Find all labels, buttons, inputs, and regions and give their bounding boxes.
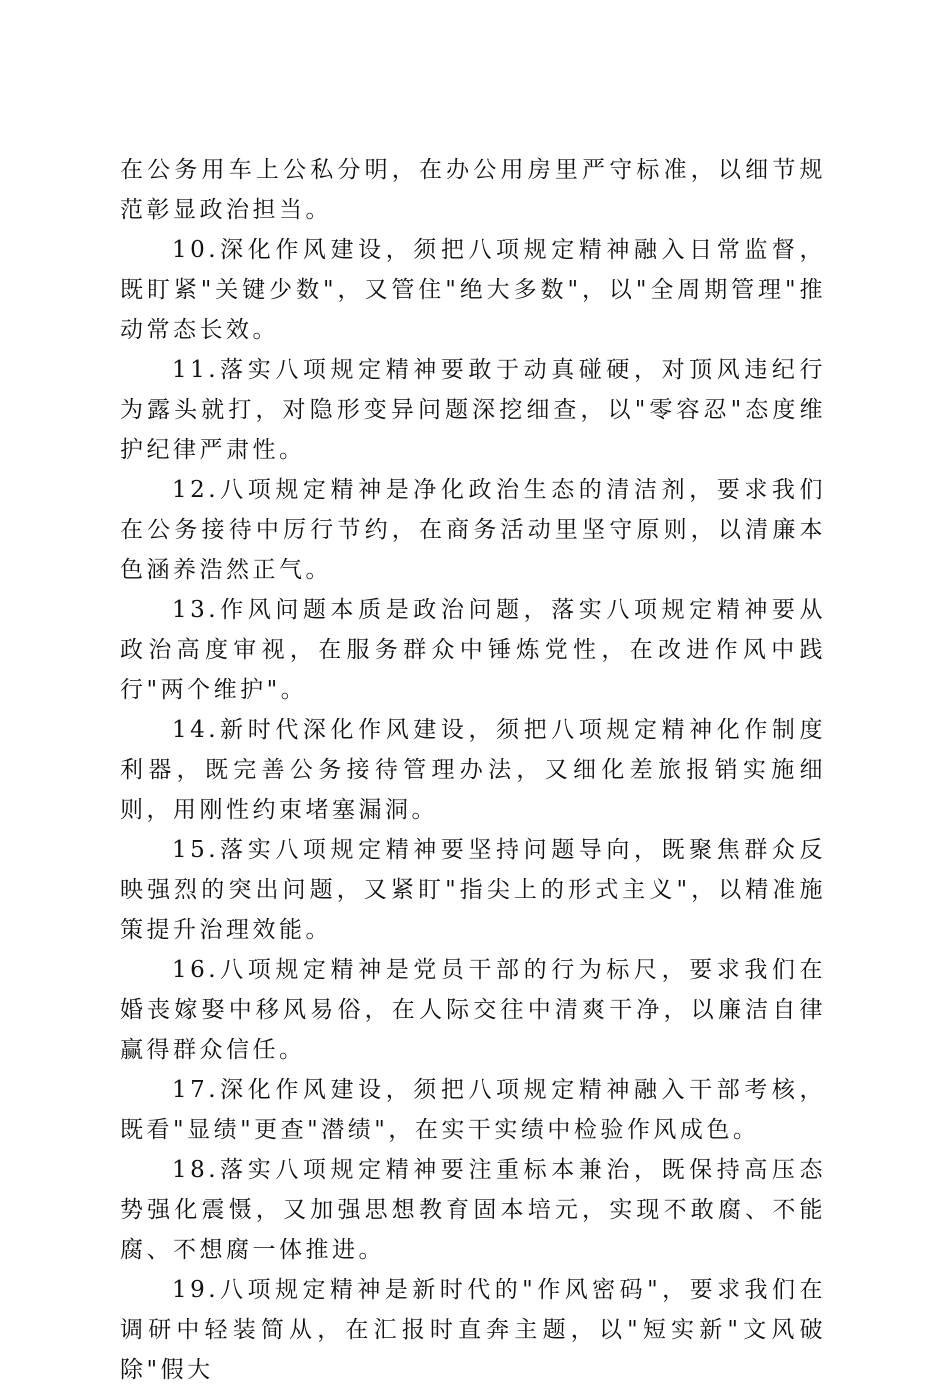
paragraph-continuation: 在公务用车上公私分明，在办公用房里严守标准，以细节规范彰显政治担当。: [120, 157, 826, 223]
paragraph-item-19: 19.八项规定精神是新时代的"作风密码"，要求我们在调研中轻装简从，在汇报时直奔主题，以"短实新"文风破除"假大: [120, 1277, 826, 1383]
paragraph-item-18: 18.落实八项规定精神要注重标本兼治，既保持高压态势强化震慑，又加强思想教育固本培元，实现不敢腐、不能腐、不想腐一体推进。: [120, 1157, 826, 1263]
body-text: [120, 150, 826, 1390]
paragraph-item-11: 11.落实八项规定精神要敢于动真碰硬，对顶风违纪行为露头就打，对隐形变异问题深挖细查，以"零容忍"态度维护纪律严肃性。: [120, 357, 826, 463]
paragraph-item-12: 12.八项规定精神是净化政治生态的清洁剂，要求我们在公务接待中厉行节约，在商务活动里坚守原则，以清廉本色涵养浩然正气。: [120, 477, 826, 583]
paragraph-item-14: 14.新时代深化作风建设，须把八项规定精神化作制度利器，既完善公务接待管理办法，又细化差旅报销实施细则，用刚性约束堵塞漏洞。: [120, 717, 826, 823]
paragraph-item-17: 17.深化作风建设，须把八项规定精神融入干部考核，既看"显绩"更查"潜绩"，在实干实绩中检验作风成色。: [120, 1077, 826, 1143]
paragraph-item-10: 10.深化作风建设，须把八项规定精神融入日常监督，既盯紧"关键少数"，又管住"绝大多数"，以"全周期管理"推动常态长效。: [120, 237, 826, 343]
paragraph-item-13: 13.作风问题本质是政治问题，落实八项规定精神要从政治高度审视，在服务群众中锤炼党性，在改进作风中践行"两个维护"。: [120, 597, 826, 703]
paragraph-item-16: 16.八项规定精神是党员干部的行为标尺，要求我们在婚丧嫁娶中移风易俗，在人际交往中清爽干净，以廉洁自律赢得群众信任。: [120, 957, 826, 1063]
paragraph-item-15: 15.落实八项规定精神要坚持问题导向，既聚焦群众反映强烈的突出问题，又紧盯"指尖上的形式主义"，以精准施策提升治理效能。: [120, 837, 826, 943]
